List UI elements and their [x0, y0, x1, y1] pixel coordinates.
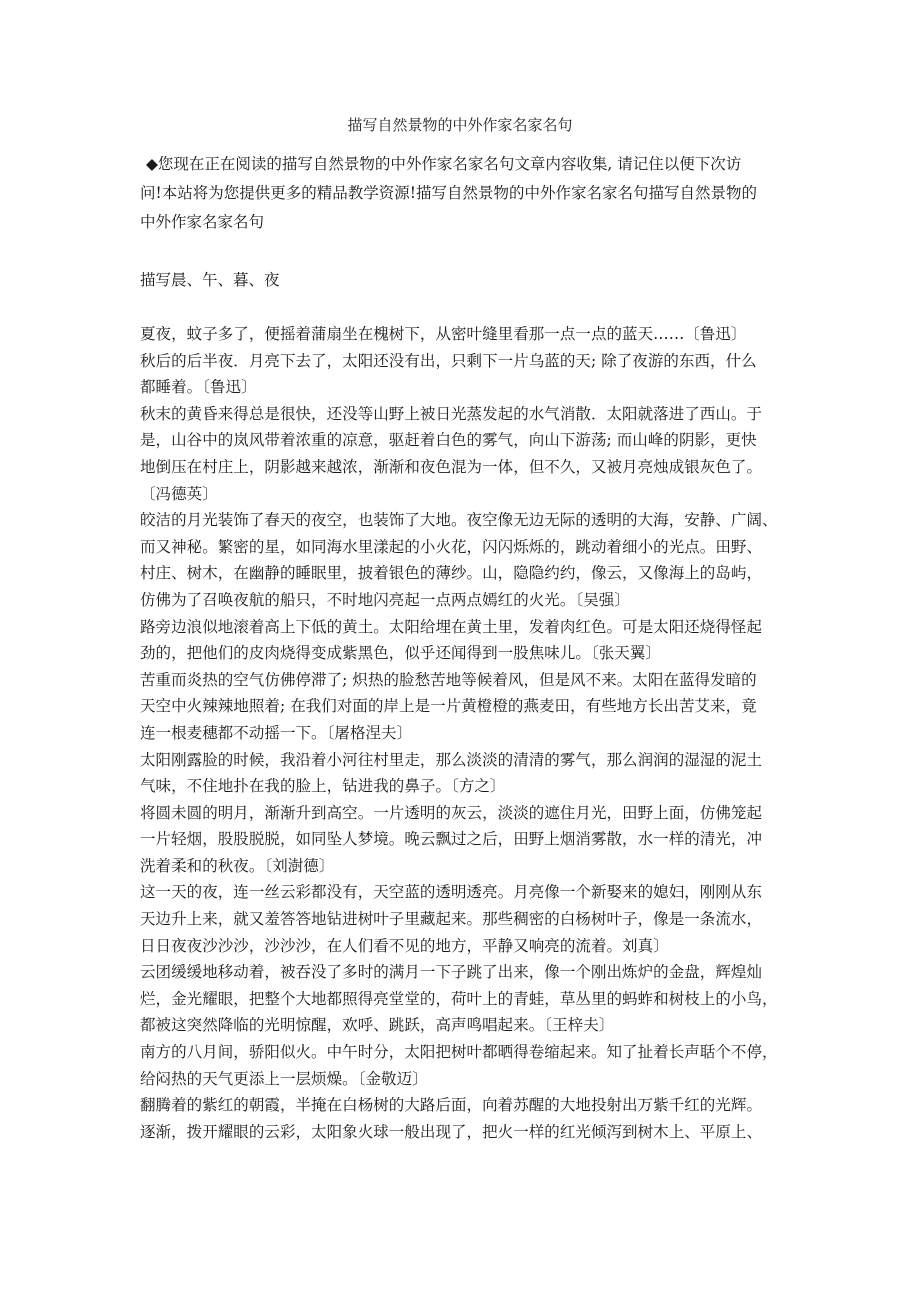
passage-line: 都被这突然降临的光明惊醒，欢呼、跳跃，高声鸣唱起来。〔王梓夫〕 [140, 1016, 615, 1035]
passage-line: 云团缓缓地移动着，被吞没了多时的满月一下子跳了出来，像一个刚出炼炉的金盘，辉煌灿 [140, 963, 763, 982]
passage-line: 劲的，把他们的皮肉烧得变成紫黑色，似乎还闻得到一股焦味儿。〔张天翼〕 [140, 644, 661, 663]
passage-line: 将圆未圆的明月，渐渐升到高空。一片透明的灰云，淡淡的遮住月光，田野上面，仿佛笼起 [140, 803, 763, 822]
passage [140, 801, 810, 881]
passage-line: 〔冯德英〕 [140, 484, 218, 503]
passage-line: 逐渐，拨开耀眼的云彩，太阳象火球一般出现了，把火一样的红光倾泻到树木上、平原上、 [140, 1122, 763, 1141]
passage-line: 烂，金光耀眼，把整个大地都照得亮堂堂的，荷叶上的青蛙，草丛里的蚂蚱和树枝上的小鸟， [140, 989, 778, 1008]
passage-line: 一片轻烟，股股脱脱，如同坠人梦境。晚云飘过之后，田野上烟消雾散，水一样的清光，冲 [140, 830, 763, 849]
passage [140, 668, 810, 748]
passage-line: 洗着柔和的秋夜。〔刘澍德〕 [140, 856, 335, 875]
passage [140, 349, 810, 402]
intro-line: ◆您现在正在阅读的描写自然景物的中外作家名家名句文章内容收集, 请记住以便下次访 [146, 155, 742, 173]
passage-line: 天空中火辣辣地照着; 在我们对面的岸上是一片黄橙橙的燕麦田，有些地方长出苦艾来，竟 [140, 697, 757, 716]
intro-line: 问!本站将为您提供更多的精品教学资源!描写自然景物的中外作家名家名句描写自然景物的 [140, 184, 757, 202]
passage-line: 气味，不住地扑在我的脸上，钻进我的鼻子。〔方之〕 [140, 777, 506, 796]
passage [140, 1093, 810, 1146]
passage [140, 615, 810, 668]
passage-line: 苦重而炎热的空气仿佛停滞了; 炽热的脸愁苦地等候着风，但是风不来。太阳在蓝得发暗的 [140, 670, 757, 689]
intro-paragraph [140, 153, 800, 240]
passage-line: 天边升上来，就又羞答答地钻进树叶子里藏起来。那些稠密的白杨树叶子，像是一条流水， [140, 910, 763, 929]
passage [140, 402, 810, 508]
passage-line: 秋末的黄昏来得总是很快，还没等山野上被日光蒸发起的水气消散．太阳就落进了西山。于 [140, 404, 763, 423]
passage-line: 这一天的夜，连一丝云彩都没有，天空蓝的透明透亮。月亮像一个新娶来的媳妇，刚刚从东 [140, 883, 763, 902]
passage [140, 748, 810, 801]
passage-line: 日日夜夜沙沙沙，沙沙沙，在人们看不见的地方，平静又响亮的流着。刘真〕 [140, 936, 669, 955]
passage-line: 村庄、树木，在幽静的睡眠里，披着银色的薄纱。山，隐隐约约，像云，又像海上的岛屿， [140, 564, 763, 583]
passage-line: 仿佛为了召唤夜航的船只，不时地闪亮起一点两点嫣红的火光。〔吴强〕 [140, 590, 630, 609]
passage-line: 路旁边浪似地滚着高上下低的黄土。太阳给埋在黄土里，发着肉红色。可是太阳还烧得怪起 [140, 617, 763, 636]
passage [140, 508, 810, 614]
passage-line: 地倒压在村庄上，阴影越来越浓，渐渐和夜色混为一体，但不久，又被月亮烛成银灰色了。 [140, 457, 763, 476]
intro-line: 中外作家名家名句 [140, 213, 265, 231]
passage-line: 太阳刚露脸的时候，我沿着小河往村里走，那么淡淡的清清的雾气，那么润润的湿湿的泥土 [140, 750, 763, 769]
passage [140, 322, 810, 349]
passage-line: 给闷热的天气更添上一层烦燥。〔金敬迈〕 [140, 1069, 428, 1088]
passage-line: 皎洁的月光装饰了春天的夜空，也装饰了大地。夜空像无边无际的透明的大海，安静、广阔、 [140, 511, 778, 530]
section-heading: 描写晨、午、暮、夜 [140, 271, 280, 289]
passages-body [140, 322, 810, 1146]
passage-line: 连一根麦穗都不动摇一下。〔屠格涅夫〕 [140, 723, 413, 742]
passage [140, 880, 810, 960]
passage-line: 是，山谷中的岚风带着浓重的凉意，驱赶着白色的雾气，向山下游荡; 而山峰的阴影，更快 [140, 431, 757, 450]
passage-line: 都睡着。〔鲁迅〕 [140, 378, 257, 397]
passage-line: 秋后的后半夜．月亮下去了，太阳还没有出，只剩下一片乌蓝的天; 除了夜游的东西，什么 [140, 351, 757, 370]
passage-line: 南方的八月间，骄阳似火。中午时分，太阳把树叶都晒得卷缩起来。知了扯着长声聒个不停， [140, 1043, 778, 1062]
passage-line: 夏夜，蚊子多了，便摇着蒲扇坐在槐树下，从密叶缝里看那一点一点的蓝天……〔鲁迅〕 [140, 325, 747, 343]
passage [140, 960, 810, 1040]
page-title: 描写自然景物的中外作家名家名句 [347, 116, 573, 134]
passage [140, 1040, 810, 1093]
passage-line: 而又神秘。繁密的星，如同海水里漾起的小火花，闪闪烁烁的，跳动着细小的光点。田野、 [140, 537, 763, 556]
passage-line: 翻腾着的紫红的朝霞，半掩在白杨树的大路后面，向着苏醒的大地投射出万紫千红的光辉。 [140, 1096, 763, 1115]
